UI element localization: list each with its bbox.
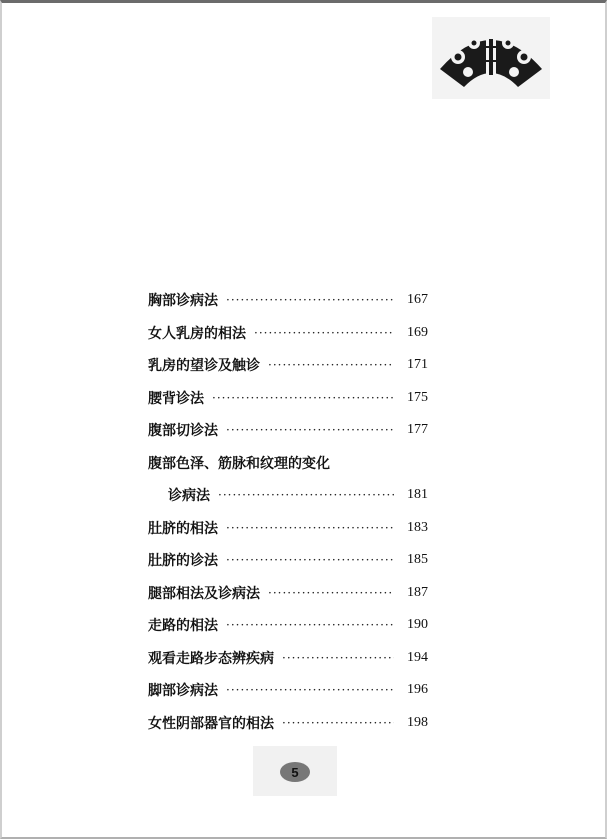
- toc-entry-title: 诊病法: [168, 488, 210, 505]
- toc-entry[interactable]: [148, 609, 428, 642]
- toc-entry[interactable]: [148, 382, 428, 415]
- toc-entry[interactable]: [148, 544, 428, 577]
- toc-entry-title: 胸部诊病法: [148, 293, 218, 310]
- toc-entry-page: 177: [407, 422, 428, 438]
- toc-entry-title: 脚部诊病法: [148, 683, 218, 700]
- toc-entry-page: 190: [407, 617, 428, 633]
- toc-entry-page: 187: [407, 584, 428, 600]
- toc-entry-title: 女人乳房的相法: [148, 325, 246, 342]
- toc-entry[interactable]: [148, 414, 428, 447]
- toc-entry[interactable]: [148, 479, 428, 512]
- toc-entry[interactable]: [148, 642, 428, 675]
- toc-entry[interactable]: [148, 512, 428, 545]
- toc-entry-title: 肚脐的相法: [148, 520, 218, 537]
- dot-leader: [226, 683, 394, 697]
- toc-entry-title: 乳房的望诊及触诊: [148, 358, 260, 375]
- page-number: 5: [280, 762, 310, 782]
- toc-entry-title: 腹部色泽、筋脉和纹理的变化: [148, 455, 330, 472]
- fan-ornament-icon: [432, 17, 550, 99]
- toc-entry-title: 腿部相法及诊病法: [148, 585, 260, 602]
- dot-leader: [212, 391, 394, 405]
- dot-leader: [226, 293, 394, 307]
- toc-entry-title: 腰背诊法: [148, 390, 204, 407]
- toc-entry[interactable]: [148, 317, 428, 350]
- toc-entry-page: 183: [407, 519, 428, 535]
- dot-leader: [226, 553, 394, 567]
- dot-leader: [218, 488, 394, 502]
- toc-entry-page: 185: [407, 552, 428, 568]
- toc-entry-title: 女性阴部器官的相法: [148, 715, 274, 732]
- dot-leader: [282, 716, 394, 730]
- toc-entry-page: 167: [407, 292, 428, 308]
- toc-entry-page: 196: [407, 682, 428, 698]
- dot-leader: [254, 326, 394, 340]
- toc-entry-title: 肚脐的诊法: [148, 553, 218, 570]
- toc-entry-title: 走路的相法: [148, 618, 218, 635]
- toc-entry-heading[interactable]: [148, 447, 428, 480]
- toc-entry-page: 194: [407, 649, 428, 665]
- toc-entry-page: 175: [407, 389, 428, 405]
- toc-entry-title: 观看走路步态辨疾病: [148, 650, 274, 667]
- toc-entry[interactable]: [148, 674, 428, 707]
- dot-leader: [226, 618, 394, 632]
- table-of-contents: [148, 284, 428, 739]
- toc-entry-page: 171: [407, 357, 428, 373]
- toc-entry[interactable]: [148, 707, 428, 740]
- dot-leader: [268, 586, 394, 600]
- toc-entry-title: 腹部切诊法: [148, 423, 218, 440]
- toc-entry-page: 169: [407, 324, 428, 340]
- dot-leader: [226, 521, 394, 535]
- toc-entry-page: 198: [407, 714, 428, 730]
- toc-entry-page: 181: [407, 487, 428, 503]
- page-number-badge: [253, 746, 337, 796]
- dot-leader: [268, 358, 394, 372]
- dot-leader: [282, 651, 394, 665]
- toc-entry[interactable]: [148, 284, 428, 317]
- dot-leader: [226, 423, 394, 437]
- toc-entry[interactable]: [148, 349, 428, 382]
- toc-entry[interactable]: [148, 577, 428, 610]
